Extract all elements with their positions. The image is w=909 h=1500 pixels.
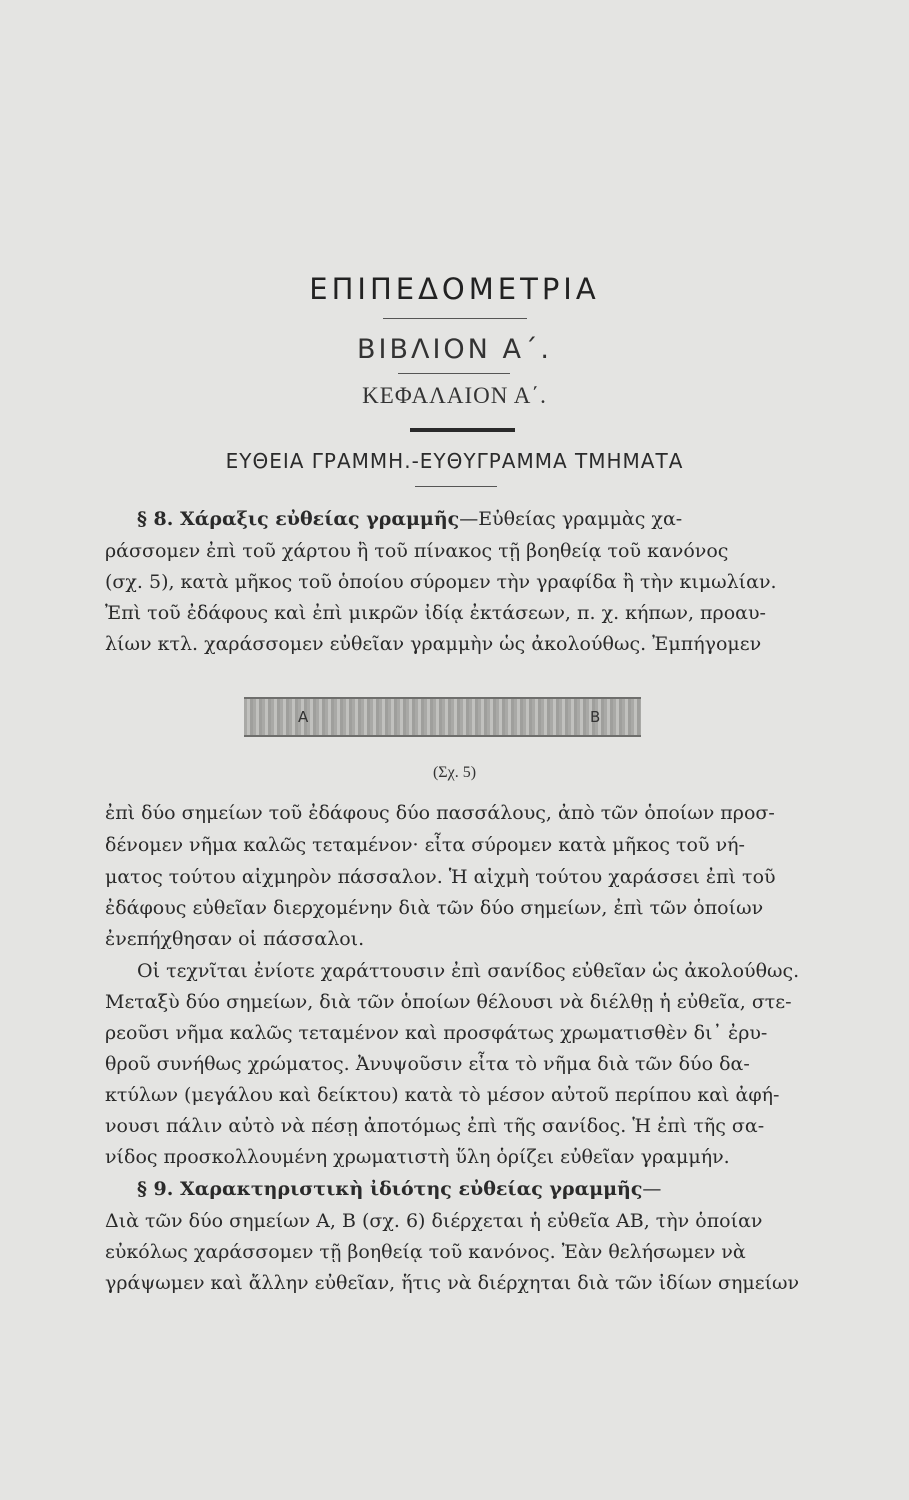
- text-line: γράψωμεν καὶ ἄλλην εὐθεῖαν, ἥτις νὰ διέρχηται διὰ τῶν ἰδίων σημείων: [105, 1272, 800, 1294]
- text-line: νίδος προσκολλουμένη χρωματιστὴ ὕλη ὁρίζει εὐθεῖαν γραμμήν.: [105, 1146, 730, 1168]
- book-heading: ΒΙΒΛΙΟΝ Α΄.: [356, 334, 553, 365]
- chapter-heading: ΚΕΦΑΛΑΙΟΝ Α΄.: [362, 383, 547, 408]
- figure-5-line: [244, 697, 641, 737]
- text-line: εὐκόλως χαράσσομεν τῇ βοηθείᾳ τοῦ κανόνος. Ἐὰν θελήσωμεν νὰ: [105, 1241, 746, 1263]
- chapter-subtitle: ΕΥΘΕΙΑ ΓΡΑΜΜΗ.-ΕΥΘΥΓΡΑΜΜΑ ΤΜΗΜΑΤΑ: [225, 449, 684, 473]
- figure-caption: (Σχ. 5): [432, 764, 477, 781]
- text-line: (σχ. 5), κατὰ μῆκος τοῦ ὁποίου σύρομεν τὴν γραφίδα ἢ τὴν κιμωλίαν.: [105, 571, 777, 593]
- text-line: ἐπὶ δύο σημείων τοῦ ἐδάφους δύο πασσάλους, ἀπὸ τῶν ὁποίων προσ-: [105, 802, 775, 824]
- text-line: —: [642, 1178, 662, 1200]
- text-line: θροῦ συνήθως χρώματος. Ἀνυψοῦσιν εἶτα τὸ νῆμα διὰ τῶν δύο δα-: [105, 1053, 750, 1075]
- text-line: Οἱ τεχνῖται ἐνίοτε χαράττουσιν ἐπὶ σανίδος εὐθεῖαν ὡς ἀκολούθως.: [137, 960, 800, 982]
- text-line: ράσσομεν ἐπὶ τοῦ χάρτου ἢ τοῦ πίνακος τῇ βοηθείᾳ τοῦ κανόνος: [105, 540, 729, 562]
- figure-label-a: A: [298, 708, 309, 726]
- book-rule: [398, 373, 510, 374]
- text-line: ματος τούτου αἰχμηρὸν πάσσαλον. Ἡ αἰχμὴ τούτου χαράσσει ἐπὶ τοῦ: [105, 866, 776, 888]
- text-line: δένομεν νῆμα καλῶς τεταμένον· εἶτα σύρομεν κατὰ μῆκος τοῦ νή-: [105, 834, 745, 856]
- figure-label-b: B: [590, 708, 601, 726]
- text-line: Μεταξὺ δύο σημείων, διὰ τῶν ὁποίων θέλουσι νὰ διέλθῃ ἡ εὐθεῖα, στε-: [105, 991, 792, 1013]
- text-line: ρεοῦσι νῆμα καλῶς τεταμένον καὶ προσφάτως χρωματισθὲν δι᾽ ἐρυ-: [105, 1022, 768, 1044]
- text-line: —Εὐθείας γραμμὰς χα-: [459, 508, 683, 530]
- text-line: λίων κτλ. χαράσσομεν εὐθεῖαν γραμμὴν ὡς ἀκολούθως. Ἐμπήγομεν: [105, 633, 762, 655]
- section-9-heading: § 9. Χαρακτηριστικὴ ἰδιότης εὐθείας γραμμῆς: [137, 1178, 643, 1200]
- text-line: κτύλων (μεγάλου καὶ δείκτου) κατὰ τὸ μέσον αὐτοῦ περίπου καὶ ἀφή-: [105, 1084, 780, 1106]
- text-line: Ἐπὶ τοῦ ἐδάφους καὶ ἐπὶ μικρῶν ἰδίᾳ ἐκτάσεων, π. χ. κήπων, προαυ-: [105, 602, 766, 624]
- book-title: ΕΠΙΠΕΔΟΜΕΤΡΙΑ: [309, 272, 600, 306]
- title-rule: [383, 318, 527, 319]
- text-line: ἐνεπήχθησαν οἱ πάσσαλοι.: [105, 928, 365, 950]
- text-line: ἐδάφους εὐθεῖαν διερχομένην διὰ τῶν δύο σημείων, ἐπὶ τῶν ὁποίων: [105, 897, 764, 919]
- section-9-first-line: [137, 1178, 661, 1200]
- text-line: Διὰ τῶν δύο σημείων Α, Β (σχ. 6) διέρχεται ἡ εὐθεῖα ΑΒ, τὴν ὁποίαν: [105, 1210, 763, 1232]
- text-line: νουσι πάλιν αὐτὸ νὰ πέσῃ ἀποτόμως ἐπὶ τῆς σανίδος. Ἡ ἐπὶ τῆς σα-: [105, 1115, 765, 1137]
- section-8-first-line: [137, 508, 682, 530]
- subtitle-rule: [415, 486, 497, 487]
- chapter-divider: [410, 428, 515, 432]
- section-8-heading: § 8. Χάραξις εὐθείας γραμμῆς: [137, 508, 460, 530]
